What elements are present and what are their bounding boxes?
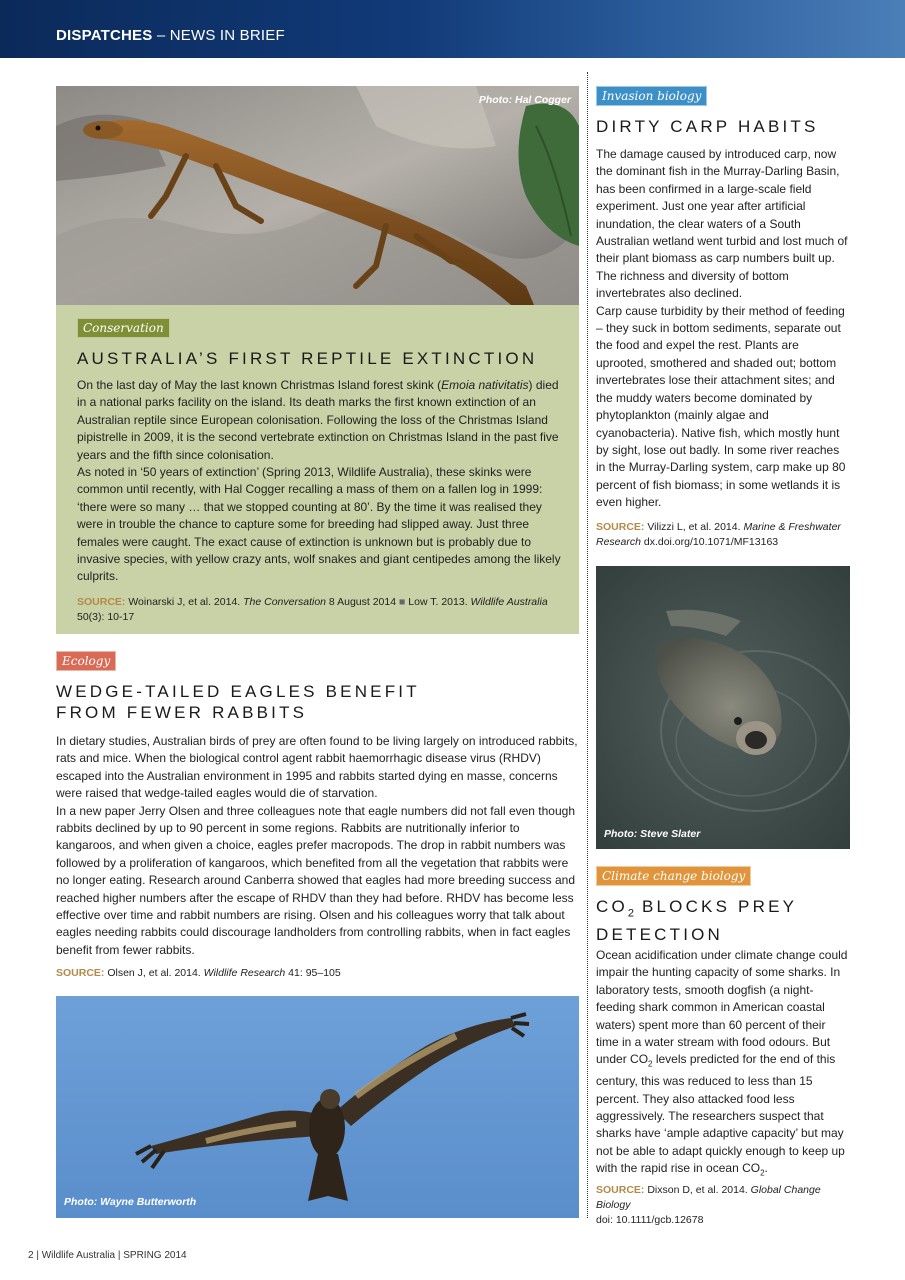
header-banner	[0, 0, 905, 58]
skink-photo	[56, 86, 579, 305]
photo-credit: Photo: Hal Cogger	[478, 94, 571, 106]
ecology-tag: Ecology	[56, 651, 116, 671]
skink-body: On the last day of May the last known Christmas Island forest skink (Emoia nativitatis) died in a national parks facility on the island. Its death marks the first known extinction of an Australian reptile since European colonisation. Following the loss of the Christmas Island pipistrelle in 2009, it is the second vertebrate extinction on Christmas Island in the past five years and the fifth since colonisation. As noted in ‘50 years of extinction’ (Spring 2013, Wildlife Australia), these skinks were common until recently, with Hal Cogger recalling a mass of them on a fallen log in 1999: ‘there were so many … that we stopped counting at 80’. By the time it was realised they were in trouble the chance to capture some for breeding had slipped away. Just three females were caught. The exact cause of extinction is unknown but is probably due to invasive species, with yellow crazy ants, wolf snakes and giant centipedes among the likely culprits.	[77, 378, 561, 584]
carp-headline: DIRTY CARP HABITS	[596, 117, 819, 136]
conservation-tag: Conservation	[77, 318, 170, 338]
skink-source: SOURCE: Woinarski J, et al. 2014. The Conversation 8 August 2014 ■ Low T. 2013. Wildlife Australia 50(3): 10-17	[77, 596, 548, 623]
eagle-body: In dietary studies, Australian birds of prey are often found to be living largely on introduced rabbits, rats and mice. When the biological control agent rabbit haemorrhagic disease virus (RHDV) escaped into the Australian environment in 1995 and rabbits started dying en masse, concerns were raised that wedge-tailed eagles would die of starvation. In a new paper Jerry Olsen and three colleagues note that eagle numbers did not fall even though rabbits declined by up to 90 percent in some regions. Rabbits are nutritionally inferior to kangaroos, and when given a choice, eagles prefer macropods. The drop in rabbit numbers was followed by a proliferation of kangaroos, which benefited from all the vegetation that rabbits were no longer eating. Research around Canberra showed that eagles had more breeding success and reached higher numbers after the escape of RHDV than they had before. RHDV has become less effective over time and rabbit numbers are rising. Olsen and his colleagues worry that talk about eagles needing rabbits could discourage landholders from controlling rabbits, when in fact eagles benefit from fewer rabbits.	[56, 734, 578, 957]
co2-body: Ocean acidification under climate change could impair the hunting capacity of some sharks. In laboratory tests, smooth dogfish (a night-feeding shark common in American coastal waters) spent more than 60 percent of their time in a water stream with food odours. But under $CO_2$ levels predicted for the end of this century, this was reduced to less than 15 percent. They also attacked food less aggressively. The researchers suspect that sharks have ‘ample adaptive capacity’ but may not be able to adapt quickly enough to keep up with the rapid rise in ocean $CO_2$.	[596, 948, 848, 1178]
eagle-photo	[56, 996, 579, 1218]
eagle-source: SOURCE: Olsen J, et al. 2014. Wildlife Research 41: 95–105	[56, 967, 341, 979]
carp-source: SOURCE: Vilizzi L, et al. 2014. Marine & Freshwater Research dx.doi.org/10.1071/MF13163	[596, 521, 841, 548]
carp-body: The damage caused by introduced carp, now the dominant fish in the Murray-Darling Basin, has been confirmed in a large-scale field experiment. Just one year after artificial inundation, the clear waters of a South Australian wetland went turbid and lost much of their plant biomass as carp numbers built up. The richness and diversity of bottom invertebrates also declined. Carp cause turbidity by their method of feeding – they suck in bottom sediments, separate out the food and expel the rest. Plants are uprooted, smothered and shaded out; bottom invertebrates lose their attachment sites; and the muddy waters become dominated by phytoplankton (mainly algae and cyanobacteria). Native fish, which mostly hunt by sight, lose out badly. In some river reaches in the Murray-Darling system, carp make up 80 percent of fish biomass; in some wetlands it is even higher.	[596, 147, 848, 510]
page-footer: 2 | Wildlife Australia | SPRING 2014	[28, 1250, 187, 1261]
eagle-headline: WEDGE-TAILED EAGLES BENEFIT FROM FEWER RABBITS	[56, 682, 420, 722]
invasion-tag: Invasion biology	[596, 86, 707, 106]
co2-headline: $CO_2$ BLOCKS PREY DETECTION	[596, 897, 798, 945]
section-title: DISPATCHES – NEWS IN BRIEF	[56, 27, 285, 44]
photo-credit: Photo: Wayne Butterworth	[64, 1196, 197, 1208]
photo-credit: Photo: Steve Slater	[604, 828, 701, 840]
column-divider	[587, 72, 588, 1218]
skink-headline: AUSTRALIA’S FIRST REPTILE EXTINCTION	[77, 349, 538, 368]
climate-tag: Climate change biology	[596, 866, 751, 886]
carp-photo	[596, 566, 850, 849]
co2-source: SOURCE: Dixson D, et al. 2014. Global Change Biology doi: 10.1111/gcb.12678	[596, 1184, 821, 1226]
